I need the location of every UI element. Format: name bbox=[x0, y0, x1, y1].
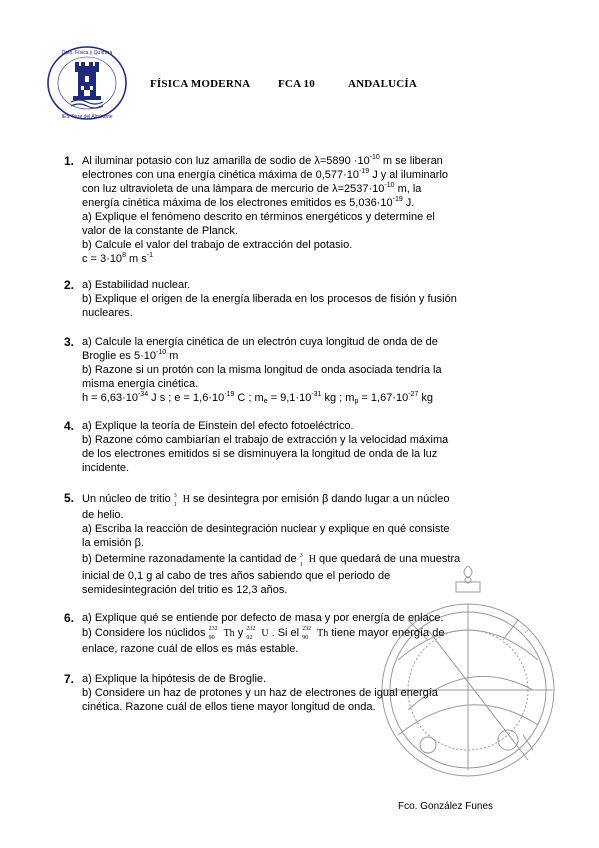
question-number: 3. bbox=[64, 335, 75, 349]
question-line: b) Determine razonadamente la cantidad de 3 1 H que quedará de una muestra bbox=[82, 553, 461, 568]
question-line: a) Explique qué se entiende por defecto de masa y por energía de enlace. bbox=[82, 612, 444, 624]
question-line: enlace, razone cuál de ellos es más estable. bbox=[82, 643, 299, 655]
question-line: cinética. Razone cuál de ellos tiene mayor longitud de onda. bbox=[82, 701, 376, 713]
question-number: 4. bbox=[64, 419, 75, 433]
question-line: misma energía cinética. bbox=[82, 378, 199, 390]
question-5 bbox=[64, 491, 522, 597]
question-6 bbox=[64, 611, 522, 656]
question-line: inicial de 0,1 g al cabo de tres años sabiendo que el periodo de bbox=[82, 570, 391, 582]
question-line: Al iluminar potasio con luz amarilla de sodio de $\lambda=5890 \cdot 10^{-10}$ m se liberan bbox=[82, 154, 443, 167]
question-line: nucleares. bbox=[82, 307, 133, 319]
exam-code: FCA 10 bbox=[278, 78, 315, 90]
question-4 bbox=[64, 419, 522, 475]
uranium-symbol: 232 92 U bbox=[246, 626, 269, 641]
question-line: b) Calcule el valor del trabajo de extracción del potasio. bbox=[82, 239, 353, 251]
question-line: energía cinética máxima de los electrones emitidos es $5,036\cdot 10^{-19}$ J. bbox=[82, 196, 415, 209]
question-line: con luz ultravioleta de una lámpara de mercurio de $\lambda=2537\cdot 10^{-10}$ m, la bbox=[82, 182, 422, 195]
question-line: semidesintegración del tritio es 12,3 años. bbox=[82, 584, 288, 596]
question-line: a) Calcule la energía cinética de un electrón cuya longitud de onda de de bbox=[82, 336, 438, 348]
question-line: incidente. bbox=[82, 462, 130, 474]
question-3 bbox=[64, 335, 522, 405]
question-line: a) Estabilidad nuclear. bbox=[82, 279, 191, 291]
question-line: a) Explique la hipótesis de de Broglie. bbox=[82, 673, 267, 685]
question-line: la emisión β. bbox=[82, 537, 144, 549]
tritium-symbol: 3 1 H bbox=[173, 493, 190, 508]
thorium-symbol: 232 90 Th bbox=[302, 626, 329, 641]
logo-bottom-text: IES Torre del Almirante bbox=[61, 114, 113, 120]
question-number: 6. bbox=[64, 611, 75, 625]
question-line: a) Escriba la reacción de desintegración nuclear y explique en qué consiste bbox=[82, 523, 450, 535]
question-2 bbox=[64, 278, 522, 320]
question-line: b) Razone si un protón con la misma longitud de onda asociada tendría la bbox=[82, 364, 442, 376]
question-1 bbox=[64, 154, 522, 266]
question-line: b) Considere un haz de protones y un haz de electrones de igual energía bbox=[82, 687, 438, 699]
thorium-symbol: 232 90 Th bbox=[208, 626, 235, 641]
question-number: 1. bbox=[64, 154, 75, 168]
region-label: ANDALUCÍA bbox=[348, 78, 418, 90]
question-number: 5. bbox=[64, 491, 75, 505]
subject-title: FÍSICA MODERNA bbox=[150, 78, 251, 90]
question-line: valor de la constante de Planck. bbox=[82, 225, 238, 237]
question-line: b) Razone cómo cambiarían el trabajo de extracción y la velocidad máxima bbox=[82, 434, 449, 446]
question-line: electrones con una energía cinética máxima de $0,577\cdot 10^{-19}$ J y al iluminarlo bbox=[82, 168, 448, 181]
question-line: $c = 3\cdot 10^8$ m $s^{-1}$ bbox=[82, 252, 153, 265]
question-line: Broglie es $5\cdot 10^{-10}$ m bbox=[82, 349, 179, 362]
logo-top-text: Dpto. Física y Química bbox=[61, 50, 113, 56]
question-line: a) Explique la teoría de Einstein del efecto fotoeléctrico. bbox=[82, 420, 354, 432]
tritium-symbol: 3 1 H bbox=[299, 553, 316, 568]
school-logo bbox=[45, 44, 129, 122]
question-number: 7. bbox=[64, 672, 75, 686]
question-number: 2. bbox=[64, 278, 75, 292]
question-line: b) Explique el origen de la energía liberada en los procesos de fisión y fusión bbox=[82, 293, 457, 305]
question-line: de los electrones emitidos si se disminuyera la longitud de onda de la luz bbox=[82, 448, 438, 460]
question-line: b) Considere los núclidos 232 90 Th y 232 92 U . Si el 232 90 Th tiene mayor energía de bbox=[82, 626, 445, 641]
question-line: $h = 6,63\cdot 10^{-34}$ J s ; $e = 1,6\cdot 10^{-19}$ C ; $m_e = 9,1\cdot 10^{-31}$ kg ; $m_p = 1,67\cdot 10^{-27}$ kg bbox=[82, 391, 434, 405]
question-line: a) Explique el fenómeno descrito en términos energéticos y determine el bbox=[82, 211, 435, 223]
question-line: Un núcleo de tritio 3 1 H se desintegra por emisión β dando lugar a un núcleo bbox=[82, 493, 450, 508]
author-signature: Fco. González Funes bbox=[398, 801, 494, 812]
question-7 bbox=[64, 672, 522, 714]
question-line: de helio. bbox=[82, 509, 124, 521]
